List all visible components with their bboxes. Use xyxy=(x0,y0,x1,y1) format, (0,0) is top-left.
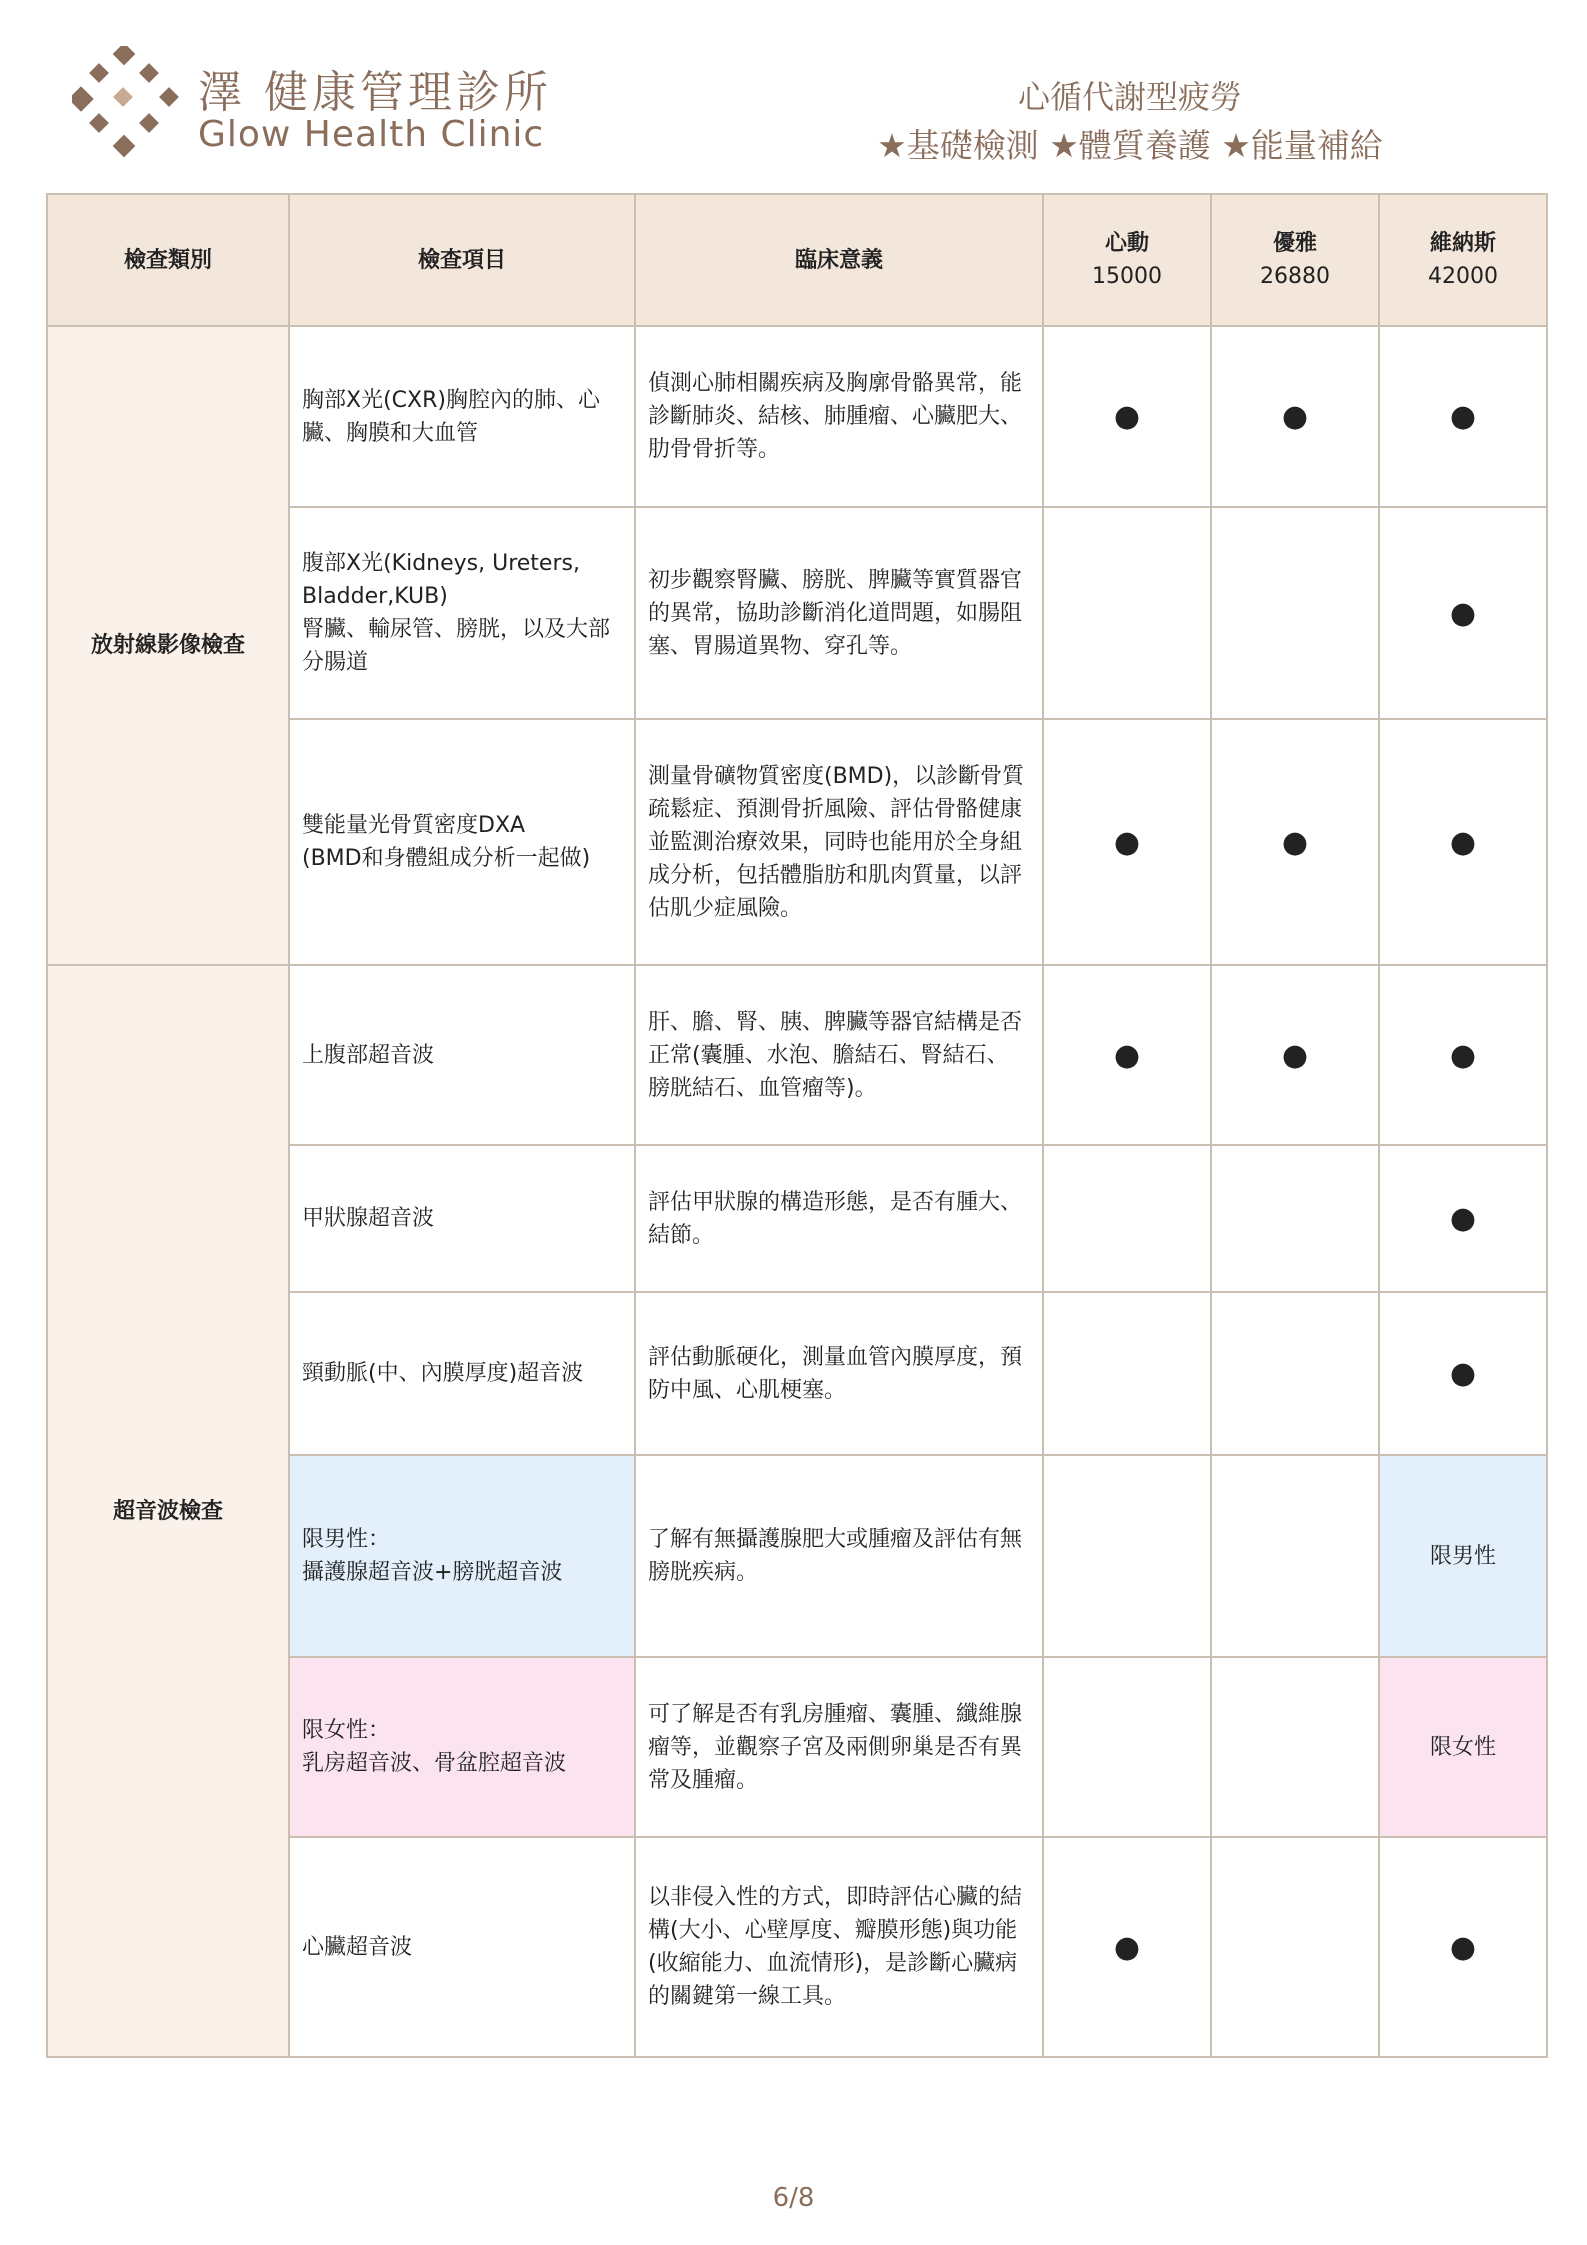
plan-2-empty-cell xyxy=(1211,1657,1379,1837)
row-item-line: (BMD和身體組成分析一起做) xyxy=(302,846,591,871)
clinic-name-en: Glow Health Clinic xyxy=(198,114,545,155)
plan-title: 心循代謝型疲勞 xyxy=(1017,78,1242,116)
row-meaning: 初步觀察腎臟、膀胱、脾臟等實質器官的異常，協助診斷消化道問題，如腸阻塞、胃腸道異物、穿孔等。 xyxy=(635,507,1043,719)
header-plan-3 xyxy=(1379,194,1547,326)
plan-3-name: 維納斯 xyxy=(1429,231,1496,256)
plan-2-empty-cell xyxy=(1211,1145,1379,1292)
plan-1-included-dot: ● xyxy=(1043,719,1211,965)
row-item-line xyxy=(302,551,610,675)
plan-3-price: 42000 xyxy=(1428,264,1498,289)
row-item: 頸動脈(中、內膜厚度)超音波 xyxy=(289,1292,635,1455)
row-meaning: 評估甲狀腺的構造形態，是否有腫大、結節。 xyxy=(635,1145,1043,1292)
row-meaning: 了解有無攝護腺肥大或腫瘤及評估有無膀胱疾病。 xyxy=(635,1455,1043,1657)
plan-2-included-dot: ● xyxy=(1211,965,1379,1145)
category-ultrasound: 超音波檢查 xyxy=(47,965,289,2057)
plan-1-included-dot: ● xyxy=(1043,1837,1211,2057)
table-header-row xyxy=(47,194,1547,326)
plan-3-included-dot: ● xyxy=(1379,1292,1547,1455)
plan-3-included-dot: ● xyxy=(1379,719,1547,965)
clinic-name-cn: 澤 健康管理診所 xyxy=(198,67,552,118)
table-row xyxy=(47,326,1547,507)
row-item-line: 限女性： xyxy=(302,1718,391,1743)
plan-3-included-dot: ● xyxy=(1379,326,1547,507)
row-item xyxy=(289,1657,635,1837)
row-meaning: 以非侵入性的方式，即時評估心臟的結構(大小、心壁厚度、瓣膜形態)與功能(收縮能力、血流情形)，是診斷心臟病的關鍵第一線工具。 xyxy=(635,1837,1043,2057)
female-only-tag: 限女性 xyxy=(1379,1657,1547,1837)
header-item: 檢查項目 xyxy=(289,194,635,326)
plan-1-empty-cell xyxy=(1043,1292,1211,1455)
row-item-line xyxy=(302,1527,562,1585)
row-item-line xyxy=(302,813,590,871)
row-item-line: 雙能量光骨質密度DXA xyxy=(302,813,526,838)
row-meaning: 評估動脈硬化，測量血管內膜厚度，預防中風、心肌梗塞。 xyxy=(635,1292,1043,1455)
row-meaning: 可了解是否有乳房腫瘤、囊腫、纖維腺瘤等，並觀察子宮及兩側卵巢是否有異常及腫瘤。 xyxy=(635,1657,1043,1837)
row-item: 甲狀腺超音波 xyxy=(289,1145,635,1292)
plan-1-price: 15000 xyxy=(1092,264,1162,289)
plan-2-empty-cell xyxy=(1211,1455,1379,1657)
plan-1-name: 心動 xyxy=(1104,231,1149,256)
plan-2-included-dot: ● xyxy=(1211,719,1379,965)
header-meaning: 臨床意義 xyxy=(635,194,1043,326)
exam-table xyxy=(46,193,1548,2058)
plan-1-empty-cell xyxy=(1043,1145,1211,1292)
row-item-line: 乳房超音波、骨盆腔超音波 xyxy=(302,1751,567,1776)
page-number: 6/8 xyxy=(772,2183,815,2213)
row-item: 胸部X光(CXR)胸腔內的肺、心臟、胸膜和大血管 xyxy=(289,326,635,507)
row-item-line xyxy=(302,1718,566,1776)
plan-2-empty-cell xyxy=(1211,1292,1379,1455)
plan-2-empty-cell xyxy=(1211,507,1379,719)
plan-1-empty-cell xyxy=(1043,1657,1211,1837)
plan-3-included-dot: ● xyxy=(1379,507,1547,719)
row-item-line: 腹部X光(Kidneys, Ureters, Bladder,KUB) xyxy=(302,551,580,609)
row-item xyxy=(289,719,635,965)
row-item-line: 腎臟、輸尿管、膀胱，以及大部分腸道 xyxy=(302,617,611,675)
plan-2-empty-cell xyxy=(1211,1837,1379,2057)
plan-3-included-dot: ● xyxy=(1379,965,1547,1145)
plan-2-price: 26880 xyxy=(1260,264,1330,289)
plan-3-included-dot: ● xyxy=(1379,1837,1547,2057)
header-plan-2 xyxy=(1211,194,1379,326)
row-meaning: 偵測心肺相關疾病及胸廓骨骼異常，能診斷肺炎、結核、肺腫瘤、心臟肥大、肋骨骨折等。 xyxy=(635,326,1043,507)
category-radiology: 放射線影像檢查 xyxy=(47,326,289,965)
plan-2-name: 優雅 xyxy=(1272,231,1317,256)
row-item-line: 攝護腺超音波+膀胱超音波 xyxy=(302,1560,563,1585)
clinic-logo-icon xyxy=(72,46,180,158)
row-meaning: 測量骨礦物質密度(BMD)，以診斷骨質疏鬆症、預測骨折風險、評估骨骼健康並監測治療效果，同時也能用於全身組成分析，包括體脂肪和肌肉質量，以評估肌少症風險。 xyxy=(635,719,1043,965)
row-item xyxy=(289,507,635,719)
plan-1-included-dot: ● xyxy=(1043,965,1211,1145)
row-item: 心臟超音波 xyxy=(289,1837,635,2057)
plan-subtitle: ★基礎檢測 ★體質養護 ★能量補給 xyxy=(877,126,1383,165)
male-only-tag: 限男性 xyxy=(1379,1455,1547,1657)
plan-3-included-dot: ● xyxy=(1379,1145,1547,1292)
plan-1-empty-cell xyxy=(1043,507,1211,719)
row-item-line: 限男性： xyxy=(302,1527,391,1552)
header-category: 檢查類別 xyxy=(47,194,289,326)
row-item: 上腹部超音波 xyxy=(289,965,635,1145)
table-row xyxy=(47,965,1547,1145)
row-item xyxy=(289,1455,635,1657)
header-plan-1 xyxy=(1043,194,1211,326)
plan-2-included-dot: ● xyxy=(1211,326,1379,507)
plan-1-included-dot: ● xyxy=(1043,326,1211,507)
row-meaning: 肝、膽、腎、胰、脾臟等器官結構是否正常(囊腫、水泡、膽結石、腎結石、 膀胱結石、血管瘤等)。 xyxy=(635,965,1043,1145)
plan-1-empty-cell xyxy=(1043,1455,1211,1657)
page-header xyxy=(0,0,1587,190)
